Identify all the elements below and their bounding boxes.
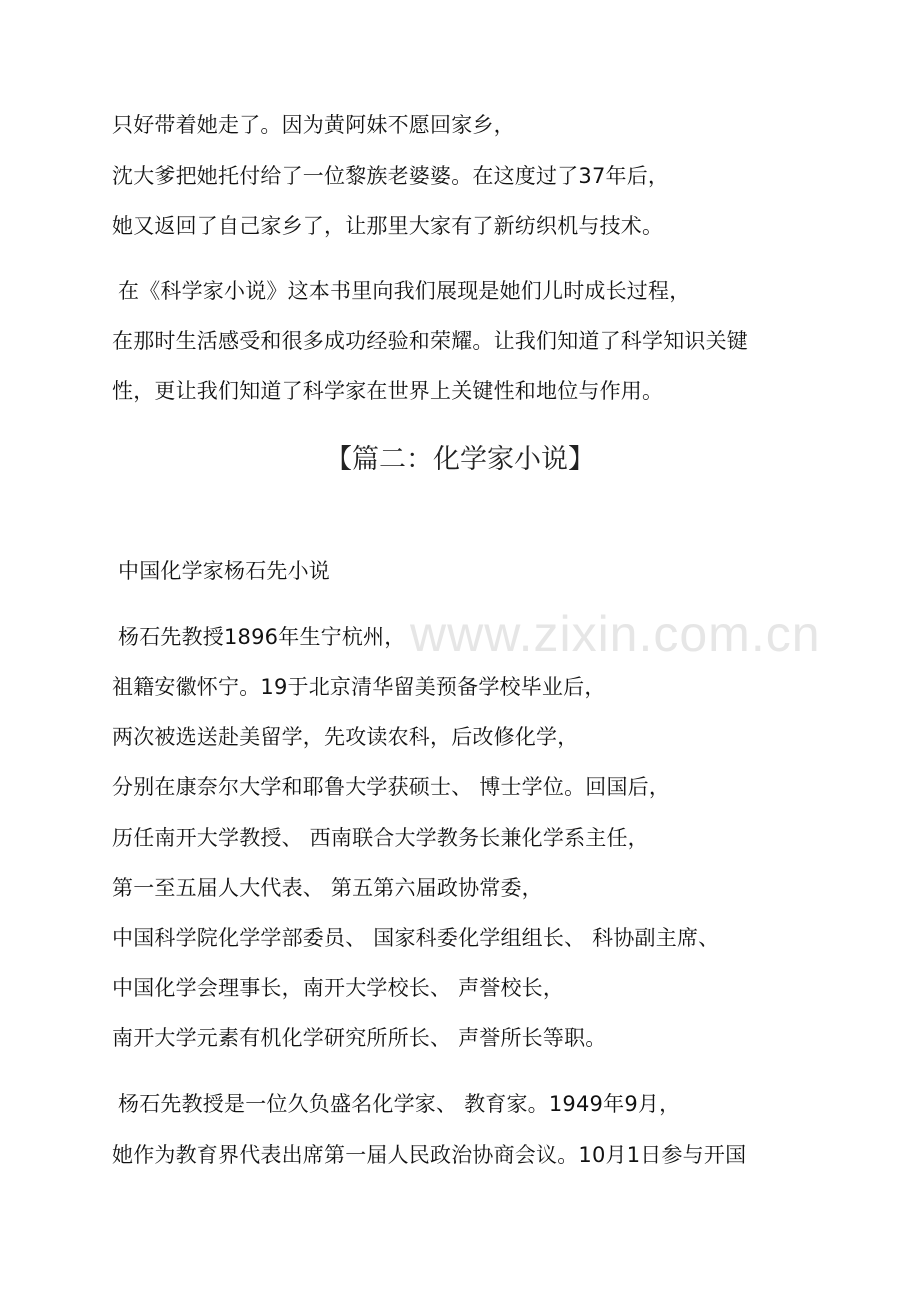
paragraph-4-line-2: 她作为教育界代表出席第一届人民政治协商会议。10月1日参与开国 bbox=[112, 1143, 747, 1167]
paragraph-1-line-1: 只好带着她走了。因为黄阿妹不愿回家乡， bbox=[112, 113, 515, 137]
paragraph-2-line-1: 在《科学家小说》这本书里向我们展现是她们儿时成长过程， bbox=[118, 279, 691, 303]
paragraph-3-line-1: 杨石先教授1896年生宁杭州， bbox=[118, 625, 406, 649]
watermark: www.zixin.com.cn bbox=[410, 606, 821, 662]
paragraph-1-line-2: 沈大爹把她托付给了一位黎族老婆婆。在这度过了37年后， bbox=[112, 164, 670, 188]
paragraph-3-line-2: 祖籍安徽怀宁。19于北京清华留美预备学校毕业后， bbox=[112, 675, 606, 699]
paragraph-3-line-5: 历任南开大学教授、 西南联合大学教务长兼化学系主任， bbox=[112, 826, 649, 850]
paragraph-3-line-9: 南开大学元素有机化学研究所所长、 声誉所长等职。 bbox=[112, 1026, 607, 1050]
paragraph-1-line-3: 她又返回了自己家乡了，让那里大家有了新纺织机与技术。 bbox=[112, 214, 664, 238]
paragraph-3-line-4: 分别在康奈尔大学和耶鲁大学获硕士、 博士学位。回国后， bbox=[112, 775, 671, 799]
paragraph-2-line-2: 在那时生活感受和很多成功经验和荣耀。让我们知道了科学知识关键 bbox=[112, 329, 748, 353]
paragraph-4-line-1: 杨石先教授是一位久负盛名化学家、 教育家。1949年9月， bbox=[118, 1092, 681, 1116]
section-heading: 【篇二：化学家小说】 bbox=[325, 444, 595, 475]
paragraph-2-line-3: 性，更让我们知道了科学家在世界上关键性和地位与作用。 bbox=[112, 379, 664, 403]
subtitle: 中国化学家杨石先小说 bbox=[118, 559, 330, 583]
paragraph-3-line-7: 中国科学院化学学部委员、 国家科委化学组组长、 科协副主席、 bbox=[112, 926, 720, 950]
paragraph-3-line-6: 第一至五届人大代表、 第五第六届政协常委， bbox=[112, 876, 543, 900]
paragraph-3-line-8: 中国化学会理事长，南开大学校长、 声誉校长， bbox=[112, 976, 565, 1000]
paragraph-3-line-3: 两次被选送赴美留学，先攻读农科，后改修化学， bbox=[112, 725, 579, 749]
